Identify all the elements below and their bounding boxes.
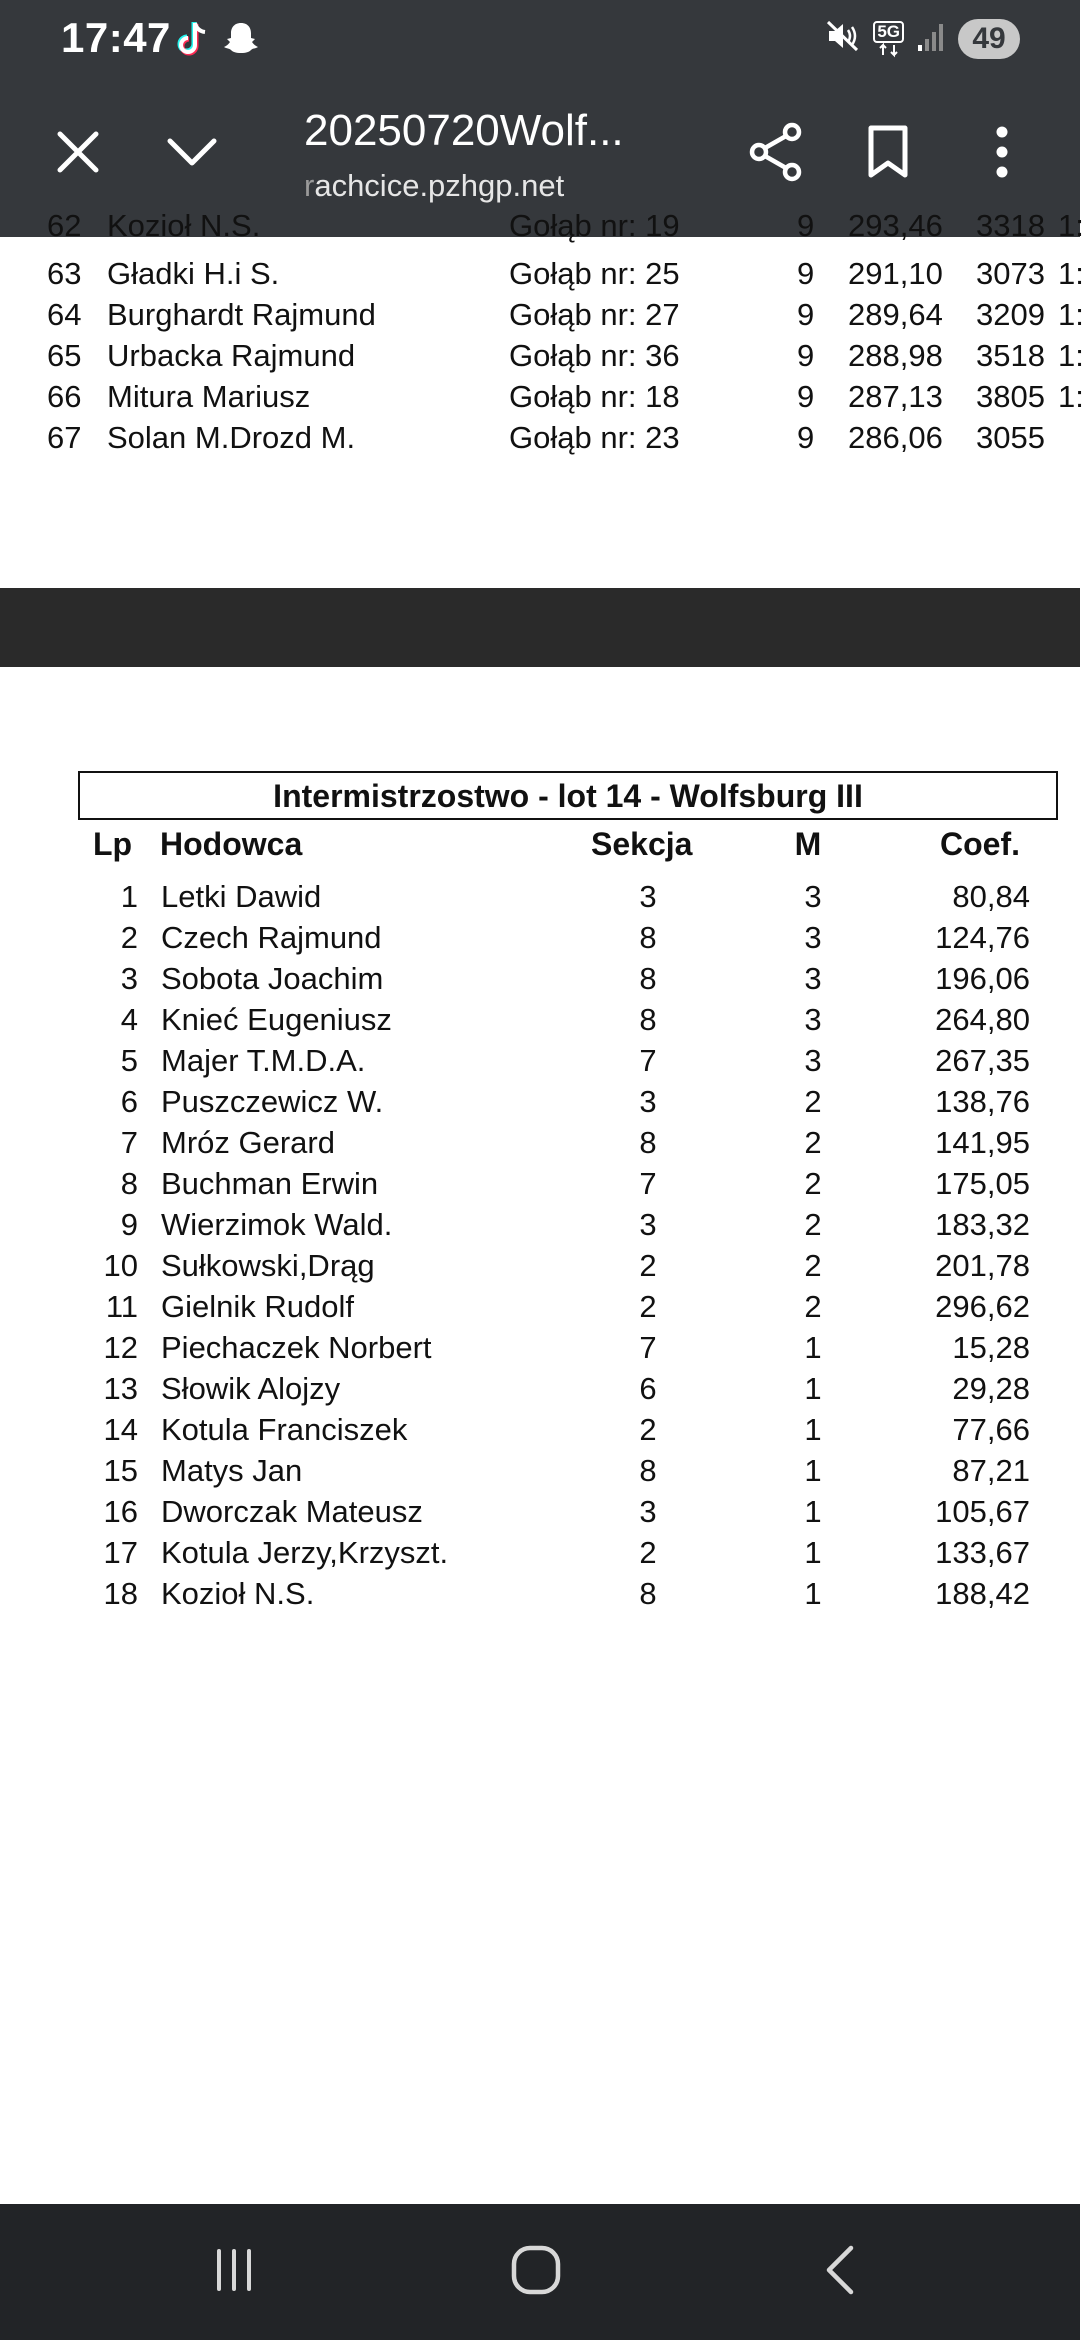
table-row (78, 1453, 1058, 1494)
row-coef: 188,42 (935, 1576, 1030, 1611)
table-row (78, 1248, 1058, 1289)
browser-top-bar (0, 0, 1080, 237)
row-lp: 63 (47, 256, 82, 291)
row-lp: 4 (120, 1002, 138, 1037)
row-m: 9 (797, 297, 815, 332)
row-m: 9 (797, 379, 815, 414)
row-overflow: 1: (1058, 338, 1084, 373)
table-row (78, 1043, 1058, 1084)
row-points: 3518 (976, 338, 1045, 373)
header-sekcja: Sekcja (591, 826, 693, 862)
row-lp: 8 (120, 1166, 138, 1201)
row-sekcja: 8 (639, 961, 657, 996)
row-sekcja: 7 (639, 1043, 657, 1078)
header-coef: Coef. (940, 826, 1020, 862)
row-hodowca: Piechaczek Norbert (161, 1330, 432, 1365)
row-coef: 293,46 (848, 208, 943, 243)
table-row (78, 1412, 1058, 1453)
row-sekcja: 3 (639, 879, 657, 914)
row-lp: 14 (103, 1412, 138, 1447)
url-faded-part: r (304, 168, 315, 203)
row-name: Burghardt Rajmund (107, 297, 376, 332)
row-hodowca: Gielnik Rudolf (161, 1289, 354, 1324)
row-m: 3 (804, 879, 822, 914)
row-hodowca: Knieć Eugeniusz (161, 1002, 392, 1037)
row-pigeon: Gołąb nr: 25 (509, 256, 680, 291)
row-lp: 2 (120, 920, 138, 955)
row-lp: 13 (103, 1371, 138, 1406)
row-points: 3318 (976, 208, 1045, 243)
row-hodowca: Czech Rajmund (161, 920, 382, 955)
snapchat-icon (222, 20, 260, 63)
back-icon (823, 2244, 857, 2301)
row-sekcja: 8 (639, 1576, 657, 1611)
row-lp: 1 (120, 879, 138, 914)
row-overflow: 1: (1058, 297, 1084, 332)
results-rows (78, 879, 1058, 1617)
row-m: 1 (804, 1371, 822, 1406)
row-m: 9 (797, 208, 815, 243)
table-row (78, 1125, 1058, 1166)
row-lp: 62 (47, 208, 82, 243)
table-row (78, 1535, 1058, 1576)
row-coef: 291,10 (848, 256, 943, 291)
row-pigeon: Gołąb nr: 27 (509, 297, 680, 332)
header-lp: Lp (93, 826, 133, 862)
row-m: 2 (804, 1289, 822, 1324)
row-hodowca: Słowik Alojzy (161, 1371, 341, 1406)
row-m: 2 (804, 1084, 822, 1119)
row-lp: 6 (120, 1084, 138, 1119)
row-coef: 288,98 (848, 338, 943, 373)
close-icon (56, 130, 100, 179)
row-m: 2 (804, 1248, 822, 1283)
row-sekcja: 2 (639, 1289, 657, 1324)
row-pigeon: Gołąb nr: 36 (509, 338, 680, 373)
status-indicators (825, 18, 1020, 59)
row-points: 3805 (976, 379, 1045, 414)
row-hodowca: Kotula Franciszek (161, 1412, 408, 1447)
header-m: M (794, 826, 822, 862)
row-lp: 5 (120, 1043, 138, 1078)
row-lp: 7 (120, 1125, 138, 1160)
row-m: 1 (804, 1535, 822, 1570)
row-sekcja: 7 (639, 1166, 657, 1201)
share-icon (748, 122, 804, 187)
recents-button[interactable] (194, 2234, 274, 2310)
row-m: 2 (804, 1125, 822, 1160)
table-row (78, 1002, 1058, 1043)
row-points: 3209 (976, 297, 1045, 332)
home-button[interactable] (496, 2234, 576, 2310)
bookmark-button[interactable] (852, 118, 924, 190)
row-coef: 296,62 (935, 1289, 1030, 1324)
row-m: 3 (804, 1002, 822, 1037)
row-sekcja: 7 (639, 1330, 657, 1365)
row-lp: 67 (47, 420, 82, 455)
row-sekcja: 8 (639, 1453, 657, 1488)
table-header-row (78, 826, 1058, 876)
row-pigeon: Gołąb nr: 18 (509, 379, 680, 414)
row-hodowca: Matys Jan (161, 1453, 303, 1488)
row-coef: 133,67 (935, 1535, 1030, 1570)
row-points: 3055 (976, 420, 1045, 455)
table-row (0, 208, 1084, 249)
share-button[interactable] (740, 118, 812, 190)
row-m: 3 (804, 961, 822, 996)
url-main-part: achcice.pzhgp.net (314, 168, 565, 203)
row-coef: 87,21 (952, 1453, 1030, 1488)
battery-indicator: 49 (958, 19, 1020, 59)
table-row (78, 920, 1058, 961)
recents-icon (211, 2247, 257, 2298)
row-hodowca: Letki Dawid (161, 879, 322, 914)
row-m: 1 (804, 1576, 822, 1611)
network-5g-icon: 5G (873, 21, 904, 57)
row-coef: 183,32 (935, 1207, 1030, 1242)
row-m: 3 (804, 920, 822, 955)
row-coef: 287,13 (848, 379, 943, 414)
row-name: Gładki H.i S. (107, 256, 280, 291)
row-m: 1 (804, 1412, 822, 1447)
home-icon (510, 2244, 562, 2301)
row-lp: 66 (47, 379, 82, 414)
row-lp: 18 (103, 1576, 138, 1611)
row-lp: 16 (103, 1494, 138, 1529)
table-row (78, 1166, 1058, 1207)
row-coef: 15,28 (952, 1330, 1030, 1365)
system-navigation-bar (0, 2204, 1080, 2340)
row-sekcja: 6 (639, 1371, 657, 1406)
row-coef: 138,76 (935, 1084, 1030, 1119)
collapse-button[interactable] (156, 118, 228, 190)
row-coef: 124,76 (935, 920, 1030, 955)
table-row (78, 879, 1058, 920)
back-button[interactable] (800, 2234, 880, 2310)
table-row (0, 420, 1080, 461)
row-hodowca: Majer T.M.D.A. (161, 1043, 366, 1078)
row-hodowca: Wierzimok Wald. (161, 1207, 393, 1242)
row-hodowca: Buchman Erwin (161, 1166, 379, 1201)
row-lp: 3 (120, 961, 138, 996)
row-sekcja: 3 (639, 1207, 657, 1242)
close-button[interactable] (42, 118, 114, 190)
row-sekcja: 2 (639, 1412, 657, 1447)
row-hodowca: Sułkowski,Drąg (161, 1248, 375, 1283)
row-m: 9 (797, 420, 815, 455)
row-coef: 286,06 (848, 420, 943, 455)
row-overflow: 1: (1058, 208, 1084, 243)
table-row (78, 1207, 1058, 1248)
row-sekcja: 2 (639, 1535, 657, 1570)
more-options-button[interactable] (966, 118, 1038, 190)
mute-icon (825, 18, 861, 59)
row-lp: 12 (103, 1330, 138, 1365)
row-coef: 80,84 (952, 879, 1030, 914)
row-lp: 15 (103, 1453, 138, 1488)
page-url[interactable] (304, 168, 564, 204)
row-m: 9 (797, 256, 815, 291)
row-sekcja: 8 (639, 1002, 657, 1037)
row-coef: 267,35 (935, 1043, 1030, 1078)
row-name: Kozioł N.S. (107, 208, 261, 243)
row-name: Urbacka Rajmund (107, 338, 356, 373)
row-coef: 175,05 (935, 1166, 1030, 1201)
row-m: 2 (804, 1207, 822, 1242)
table-row (78, 961, 1058, 1002)
row-coef: 196,06 (935, 961, 1030, 996)
row-sekcja: 8 (639, 920, 657, 955)
row-sekcja: 3 (639, 1084, 657, 1119)
row-coef: 141,95 (935, 1125, 1030, 1160)
row-overflow: 1: (1058, 256, 1084, 291)
table-row (0, 338, 1084, 379)
chevron-down-icon (166, 136, 218, 173)
row-pigeon: Gołąb nr: 23 (509, 420, 680, 455)
row-coef: 105,67 (935, 1494, 1030, 1529)
table-row (0, 379, 1084, 420)
row-coef: 264,80 (935, 1002, 1030, 1037)
table-row (78, 1084, 1058, 1125)
row-lp: 11 (105, 1289, 138, 1324)
row-hodowca: Kozioł N.S. (161, 1576, 315, 1611)
table-row (78, 1371, 1058, 1412)
table-row (78, 1576, 1058, 1617)
table-row (78, 1494, 1058, 1535)
tiktok-icon (176, 20, 210, 65)
row-m: 1 (804, 1494, 822, 1529)
row-coef: 289,64 (848, 297, 943, 332)
row-lp: 17 (103, 1535, 138, 1570)
row-lp: 10 (103, 1248, 138, 1283)
row-lp: 9 (120, 1207, 138, 1242)
row-hodowca: Puszczewicz W. (161, 1084, 384, 1119)
results-table (78, 771, 1058, 1617)
row-sekcja: 3 (639, 1494, 657, 1529)
row-sekcja: 8 (639, 1125, 657, 1160)
more-vert-icon (994, 125, 1010, 184)
row-coef: 29,28 (952, 1371, 1030, 1406)
table-row (78, 1289, 1058, 1330)
row-m: 3 (804, 1043, 822, 1078)
row-points: 3073 (976, 256, 1045, 291)
row-m: 1 (804, 1330, 822, 1365)
row-overflow: 1: (1058, 379, 1084, 414)
row-pigeon: Gołąb nr: 19 (509, 208, 680, 243)
results-table-title: Intermistrzostwo - lot 14 - Wolfsburg III (78, 771, 1058, 820)
row-lp: 65 (47, 338, 82, 373)
row-m: 2 (804, 1166, 822, 1201)
row-name: Mitura Mariusz (107, 379, 311, 414)
row-lp: 64 (47, 297, 82, 332)
row-hodowca: Mróz Gerard (161, 1125, 335, 1160)
row-sekcja: 2 (639, 1248, 657, 1283)
status-time: 17:47 (61, 14, 171, 61)
row-name: Solan M.Drozd M. (107, 420, 356, 455)
table-row (0, 256, 1084, 297)
row-hodowca: Sobota Joachim (161, 961, 384, 996)
signal-icon (916, 19, 946, 58)
row-hodowca: Dworczak Mateusz (161, 1494, 423, 1529)
row-hodowca: Kotula Jerzy,Krzyszt. (161, 1535, 449, 1570)
bookmark-icon (867, 125, 909, 184)
row-m: 9 (797, 338, 815, 373)
page-title[interactable]: 20250720Wolf... (304, 106, 624, 155)
row-coef: 77,66 (952, 1412, 1030, 1447)
row-coef: 201,78 (935, 1248, 1030, 1283)
page-separator-band (0, 588, 1080, 667)
table-row (78, 1330, 1058, 1371)
header-hodowca: Hodowca (160, 826, 303, 862)
row-m: 1 (804, 1453, 822, 1488)
table-row (0, 297, 1084, 338)
